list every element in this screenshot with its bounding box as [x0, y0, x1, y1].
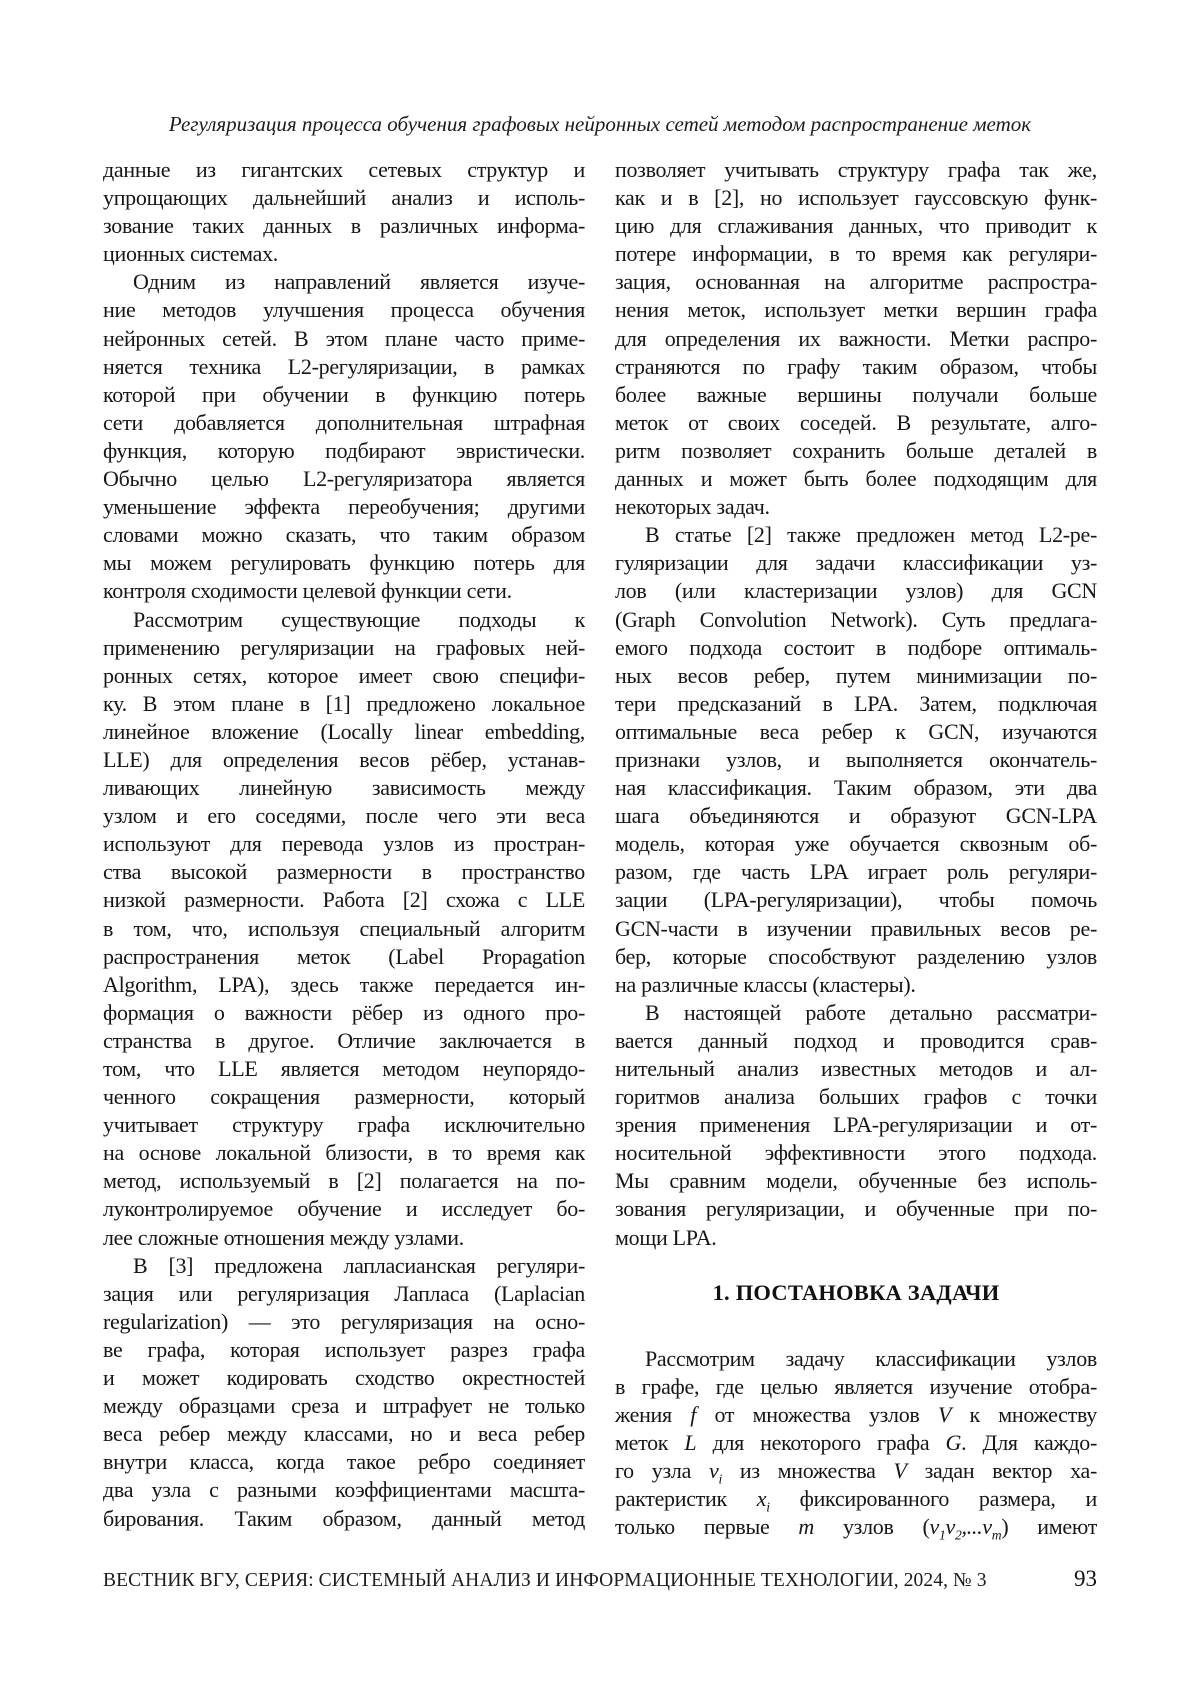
text-line: некоторых задач.: [615, 494, 770, 520]
text-line: и может кодировать сходство окрестностей: [103, 1365, 585, 1391]
text-line: В настоящей работе детально рассматри-: [645, 999, 1097, 1025]
text-line: модель, которая уже обучается сквозным об-: [615, 831, 1097, 857]
text-line: уменьшение эффекта переобучения; другими: [103, 494, 585, 520]
text-line: данных и может быть более подходящим для: [615, 466, 1097, 492]
text-line: Рассмотрим существующие подходы к: [133, 606, 585, 632]
text-line: разом, где часть LPA играет роль регуляри-: [615, 859, 1097, 885]
text-line: ная классификация. Таким образом, эти два: [615, 775, 1097, 801]
text-line: оптимальные веса ребер к GCN, изучаются: [615, 718, 1097, 744]
text-line: распространения меток (Label Propagation: [103, 943, 585, 969]
text-line: Рассмотрим задачу классификации узлов: [645, 1345, 1097, 1371]
text-line: лов (или кластеризации узлов) для GCN: [615, 578, 1097, 604]
footer-page-number: 93: [1074, 1566, 1097, 1591]
text-line: бер, которые способствуют разделению узлов: [615, 943, 1097, 969]
paragraph: [103, 606, 585, 1252]
text-line: Обычно целью L2-регуляризатора является: [103, 466, 585, 492]
text-line: regularization) — это регуляризация на осно-: [103, 1308, 585, 1334]
text-line: метод, используемый в [2] полагается на по-: [103, 1168, 585, 1194]
text-line: вается данный подход и проводится срав-: [615, 1027, 1097, 1053]
text-line: том, что LLE является методом неупорядо-: [103, 1056, 585, 1081]
text-line: словами можно сказать, что таким образом: [103, 522, 585, 548]
text-line: для определения их важности. Метки распро-: [615, 325, 1097, 351]
text-line: гуляризации для задачи классификации уз-: [615, 550, 1097, 576]
text-line: зации (LPA-регуляризации), чтобы помочь: [615, 887, 1097, 913]
text-line: ства высокой размерности в пространство: [103, 859, 585, 885]
text-line: ве графа, которая использует разрез графа: [103, 1336, 585, 1362]
text-line: между образцами среза и штрафует не только: [103, 1393, 585, 1419]
text-line: ных весов ребер, путем минимизации по-: [615, 662, 1097, 688]
paragraph: [615, 999, 1097, 1252]
text-line: нейронных сетей. В этом плане часто приме-: [103, 325, 585, 351]
text-line: Мы сравним модели, обученные без исполь-: [615, 1168, 1097, 1194]
text-line: формация о важности рёбер из одного про-: [103, 999, 585, 1025]
text-line: ционных системах.: [103, 241, 278, 267]
text-line: луконтролируемое обучение и исследует бо-: [103, 1196, 585, 1222]
text-line: применению регуляризации на графовых ней-: [103, 634, 585, 660]
text-line: лее сложные отношения между узлами.: [103, 1224, 464, 1250]
paragraph: [615, 521, 1097, 999]
text-line: линейное вложение (Locally linear embedding,: [103, 718, 585, 744]
paragraph: [103, 156, 585, 268]
text-line: LLE) для определения весов рёбер, устанав-: [103, 746, 585, 772]
text-line: зования регуляризации, и обученные при по-: [615, 1196, 1097, 1222]
text-line: зация, основанная на алгоритме распростра-: [615, 269, 1097, 295]
text-line: как и в [2], но использует гауссовскую функ-: [615, 185, 1097, 211]
text-line: зация или регуляризация Лапласа (Laplacian: [103, 1280, 585, 1306]
text-line: признаки узлов, и выполняется окончатель-: [615, 746, 1097, 772]
text-line: емого подхода состоит в подборе оптималь-: [615, 634, 1097, 660]
paragraph: [615, 1345, 1097, 1542]
text-columns: [103, 156, 1097, 1541]
text-line: страняются по графу таким образом, чтобы: [615, 353, 1097, 379]
text-line: более важные вершины получали больше: [615, 381, 1097, 407]
page-footer: [103, 1566, 1097, 1592]
text-line: бирования. Таким образом, данный метод: [103, 1505, 585, 1531]
text-line: меток L для некоторого графа G. Для каждо-: [615, 1429, 1097, 1455]
text-line: учитывает структуру графа исключительно: [103, 1112, 585, 1138]
text-line: ние методов улучшения процесса обучения: [103, 297, 585, 323]
text-line: ченного сокращения размерности, который: [103, 1084, 585, 1110]
text-line: упрощающих дальнейший анализ и исполь-: [103, 185, 585, 211]
text-line: тери предсказаний в LPA. Затем, подключая: [615, 690, 1097, 716]
section-heading: 1. ПОСТАНОВКА ЗАДАЧИ: [712, 1279, 1000, 1305]
paragraph: [615, 156, 1097, 521]
text-line: ронных сетях, которое имеет свою специфи-: [103, 662, 585, 688]
text-line: меток от своих соседей. В результате, алго-: [615, 409, 1097, 435]
text-line: только первые m узлов $(v_1v_2,...v_m)$ имеют: [615, 1514, 1097, 1542]
text-line: зрения применения LPA-регуляризации и от-: [615, 1112, 1097, 1138]
footer-journal-line: ВЕСТНИК ВГУ, СЕРИЯ: СИСТЕМНЫЙ АНАЛИЗ И ИНФОРМАЦИОННЫЕ ТЕХНОЛОГИИ, 2024, № 3: [103, 1570, 987, 1591]
text-line: которой при обучении в функцию потерь: [103, 381, 585, 407]
text-line: ритм позволяет сохранить больше деталей в: [615, 437, 1097, 463]
text-line: Algorithm, LPA), здесь также передается ин-: [103, 971, 585, 997]
text-line: мы можем регулировать функцию потерь для: [103, 550, 585, 576]
text-line: два узла с разными коэффициентами масшта-: [103, 1477, 585, 1503]
text-line: (Graph Convolution Network). Суть предлага-: [615, 606, 1097, 632]
text-line: позволяет учитывать структуру графа так же,: [615, 157, 1097, 182]
paragraph: [103, 1252, 585, 1533]
text-line: горитмов анализа больших графов с точки: [615, 1084, 1097, 1110]
text-line: GCN-части в изучении правильных весов ре-: [615, 915, 1097, 941]
text-line: носительной эффективности этого подхода.: [615, 1140, 1097, 1166]
text-line: веса ребер между классами, но и веса ребер: [103, 1421, 585, 1447]
text-line: зование таких данных в различных информа-: [103, 213, 585, 239]
text-line: низкой размерности. Работа [2] схожа с LLE: [103, 887, 585, 913]
text-line: ливающих линейную зависимость между: [103, 775, 585, 801]
text-line: странства в другое. Отличие заключается в: [103, 1027, 585, 1053]
text-line: цию для сглаживания данных, что приводит к: [615, 213, 1097, 239]
text-line: шага объединяются и образуют GCN-LPA: [615, 803, 1097, 829]
column-left: [103, 156, 585, 1541]
text-line: го узла $v_i$ из множества V задан вектор ха-: [615, 1458, 1097, 1486]
running-head: Регуляризация процесса обучения графовых нейронных сетей методом распространение меток: [168, 112, 1032, 136]
text-line: ку. В этом плане в [1] предложено локальное: [103, 690, 585, 716]
text-line: на основе локальной близости, в то время как: [103, 1140, 585, 1166]
text-line: используют для перевода узлов из простран-: [103, 831, 585, 857]
text-line: функция, которую подбирают эвристически.: [103, 437, 585, 463]
text-line: нительный анализ известных методов и ал-: [615, 1056, 1097, 1081]
text-line: в том, что, используя специальный алгоритм: [103, 915, 585, 941]
text-line: узлом и его соседями, после чего эти веса: [103, 803, 585, 829]
text-line: внутри класса, когда такое ребро соединяет: [103, 1449, 585, 1475]
text-line: на различные классы (кластеры).: [615, 971, 916, 997]
text-line: рактеристик $x_i$ фиксированного размера, и: [615, 1486, 1097, 1514]
text-line: мощи LPA.: [615, 1224, 717, 1250]
text-line: сети добавляется дополнительная штрафная: [103, 409, 585, 435]
text-line: контроля сходимости целевой функции сети.: [103, 578, 512, 604]
text-line: в графе, где целью является изучение отобра-: [615, 1373, 1097, 1399]
column-right: [615, 156, 1097, 1541]
text-line: жения f от множества узлов V к множеству: [615, 1401, 1097, 1427]
text-line: няется техника L2-регуляризации, в рамках: [103, 353, 585, 379]
text-line: В [3] предложена лапласианская регуляри-: [133, 1252, 585, 1278]
text-line: потере информации, в то время как регуляри-: [615, 241, 1097, 267]
text-line: нения меток, использует метки вершин графа: [615, 297, 1097, 323]
paragraph: [103, 268, 585, 605]
text-line: данные из гигантских сетевых структур и: [103, 157, 585, 182]
text-line: Одним из направлений является изуче-: [133, 269, 585, 295]
text-line: В статье [2] также предложен метод L2-ре-: [645, 522, 1097, 548]
